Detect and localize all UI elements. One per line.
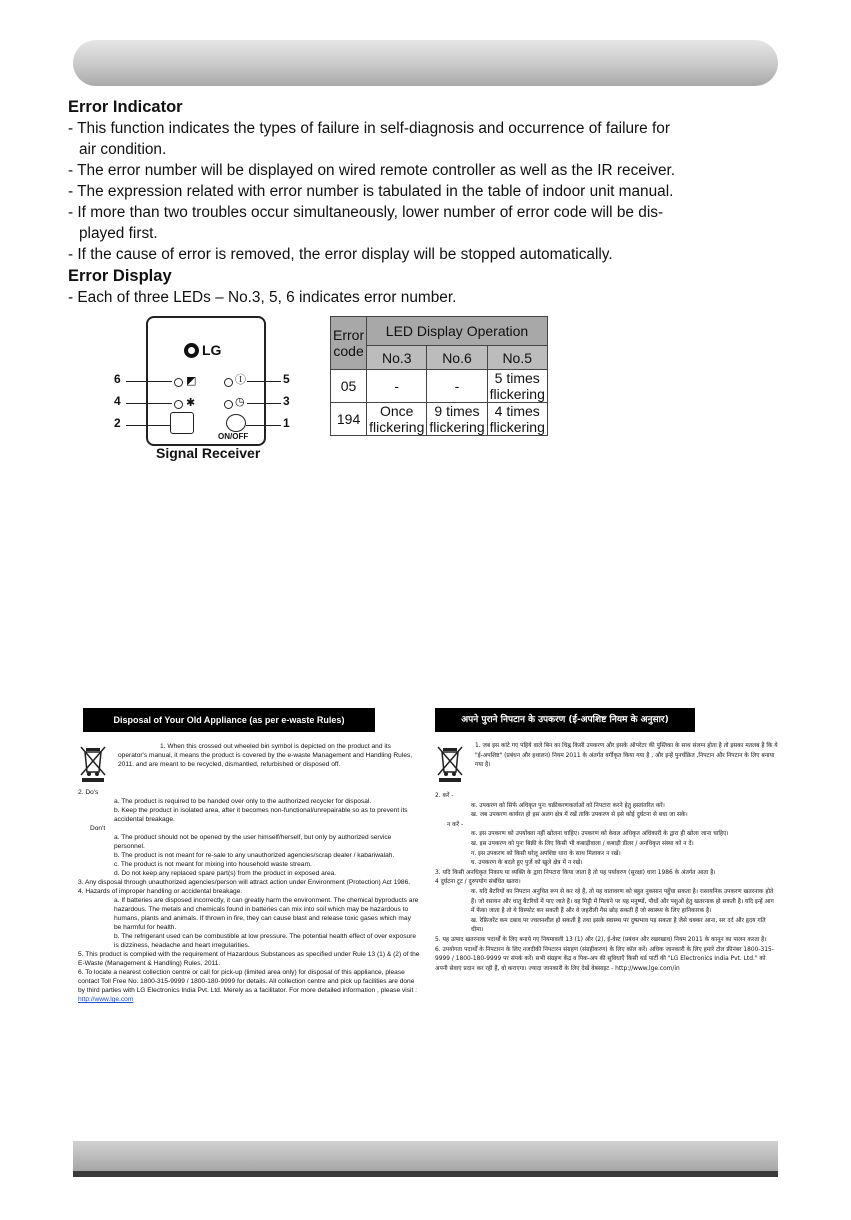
lge-link[interactable]: http://www.lge.com — [78, 996, 134, 1003]
timer-icon: Ⓘ — [235, 373, 246, 386]
list-item — [78, 968, 420, 1004]
list-item: ख. रेफ्रिजरेंट कम दबाव पर ज्वलनशील हो सकती है तथा इसके स्वास्थ्य पर दुष्प्रभाव पड़ सकता है जैसे चक्कर आना, सर दर्द और हृदय गति धीमा। — [471, 917, 766, 934]
list-item: 2. Do's — [78, 789, 99, 796]
col-no3: No.3 — [367, 346, 427, 370]
led-3 — [224, 400, 233, 409]
defrost-icon: ✱ — [186, 396, 196, 409]
disposal-english-list — [78, 788, 420, 1004]
bullet-4 — [68, 202, 783, 244]
mode-icon: ◩ — [186, 374, 197, 387]
table-cell: 9 times flickering — [427, 403, 487, 436]
bullet-4-cont: played first. — [79, 225, 158, 242]
callout-line — [126, 403, 172, 404]
disposal-intro-text: 1. When this crossed out wheeled bin symbol is depicted on the product and its operator's manual, it means the product is covered by the e-waste Management and Handling Rules, 2011. and are meant to be recycled, dismantled, refurbished or disposed off. — [118, 743, 413, 768]
list-item: 6. उपयोगता पदार्थों के निपटारन के लिए नजदीकी निपटारन संग्रहण (संग्रहीकरण) के लिए कॉल करें। अधिक जानकारी के लिए हमारे टोल फ्रीनंबर 1800-315-9999 / 1800-180-9999 पर संपर्क करें। सभी संग्रहण केंद्र व पिक-अप की सुविधाएँ किसी थर्ड पार्टी की "LG Electronics India Pvt. Ltd." को अपनी सेवाएं प्रदान कर रही हैं, वो कराएगा। ज्यादा जानकारी के लिए देखें वेबसाइट - http://www.lge.com/in — [435, 946, 774, 972]
bullet-1 — [68, 118, 783, 160]
list-item: क. इस उपकरण को उपयोक्ता नहीं खोलना चाहिए। उपकरण को केवल अधिकृत अधिकारी के द्वारा ही खोला जाना चाहिए। — [471, 831, 729, 838]
list-item: 5. यह उत्पाद खतरनाक पदार्थों के लिए बनाये गए नियमावली 13 (1) और (2), ई-वेस्ट (प्रबंधन और रखरखाव) नियम 2011 के कानून का पालन करता है। — [435, 936, 767, 943]
disposal-intro — [78, 742, 420, 782]
callout-4: 4 — [114, 394, 121, 408]
crossed-bin-icon — [78, 742, 108, 782]
contact-text: 6. To locate a nearest collection centre or call for pick-up (limited area only) for disposal of this appliance, please contact Toll Free No. 1800-315-9999 / 1800-180-9999 for details. All collection centre and pick up facilities are done by third parties with LG Electronics India Pvt. Ltd. Merely as a facilitator. For more detailed information , please visit : — [78, 969, 417, 994]
disposal-hindi-title: अपने पुराने निपटान के उपकरण (ई-अपशिष्ट नियम के अनुसार) — [435, 708, 695, 732]
list-item: Don't — [90, 825, 106, 832]
disposal-english — [78, 708, 420, 1004]
list-item: 5. This product is complied with the requirement of Hazardous Substances as specified under Rule 13 (1) & (2) of the E-Waste (Management & Handling) Rules, 2011. — [78, 951, 420, 967]
lg-logo-icon — [184, 343, 199, 358]
callout-line — [246, 425, 281, 426]
table-cell: 4 times flickering — [487, 403, 547, 436]
error-display-heading: Error Display — [68, 267, 172, 285]
bullet-1-text: - This function indicates the types of failure in self-diagnosis and occurrence of failure for — [68, 120, 670, 137]
error-code-header: Error code — [331, 317, 367, 370]
receiver-button[interactable] — [170, 412, 194, 434]
list-item: a. The product should not be opened by the user himself/herself, but only by authorized service personnel. — [114, 834, 392, 850]
disposal-hindi-intro — [435, 742, 778, 782]
table-cell: 5 times flickering — [487, 370, 547, 403]
list-item: d. Do not keep any replaced spare part(s) from the product in exposed area. — [114, 870, 337, 877]
onoff-label: ON/OFF — [218, 432, 249, 441]
bullet-3-text: - The expression related with error number is tabulated in the table of indoor unit manual. — [68, 183, 674, 200]
list-item: 3. Any disposal through unauthorized agencies/person will attract action under Environment (Protection) Act 1986. — [78, 879, 411, 886]
bullet-5-text: - If the cause of error is removed, the error display will be stopped automatically. — [68, 246, 613, 263]
callout-line — [247, 381, 281, 382]
callout-line — [126, 425, 170, 426]
list-item: 3. यदि किसी अनधिकृत निकाय या व्यक्ति के द्वारा निपटारा किया जाता है तो यह पर्यावरण (सुरक्षा) धारा 1986 के अंतर्गत आता है। — [435, 869, 716, 876]
bullet-2-text: - The error number will be displayed on wired remote controller as well as the IR receiver. — [68, 162, 676, 179]
callout-3: 3 — [283, 394, 290, 408]
callout-2: 2 — [114, 416, 121, 430]
table-cell: Once flickering — [367, 403, 427, 436]
bullet-2 — [68, 160, 783, 181]
list-item: 2. करें - — [435, 793, 454, 799]
error-display-text: - Each of three LEDs – No.3, 5, 6 indicates error number. — [68, 289, 457, 306]
callout-line — [247, 403, 281, 404]
clock-icon: ◷ — [235, 395, 245, 408]
disposal-hindi-list — [435, 792, 778, 974]
onoff-button[interactable] — [226, 414, 246, 432]
list-item: 4 दुर्घटना टूट / दुरुपयोग संबंधित खतरा। — [435, 879, 521, 886]
table-cell: 194 — [331, 403, 367, 436]
callout-6: 6 — [114, 372, 121, 386]
bullet-1-cont: air condition. — [79, 141, 167, 158]
list-item: घ. उपकरण के बदले हुए पुर्जे को खुले क्षेत्र में न रखें। — [471, 860, 583, 867]
list-item: ख. इस उपकरण को पुनः बिक्री के लिए किसी भी कबाड़ीवाला / कबाड़ी डीलर / अनधिकृत संस्था को न दें। — [471, 840, 694, 847]
list-item: 4. Hazards of improper handling or accidental breakage. — [78, 888, 243, 895]
led-4 — [174, 400, 183, 409]
led-5 — [224, 378, 233, 387]
led-group-header: LED Display Operation — [367, 317, 548, 346]
table-cell: - — [367, 370, 427, 403]
crossed-bin-icon — [435, 742, 465, 782]
table-row — [331, 403, 548, 436]
disposal-hindi-intro-text: 1. जब इस कांटे गए पहिये वाले बिन का चिह्न किसी उपकरण और इसके ऑपरेटर की पुस्तिका के साथ संलग्न होता है तो इसका मतलब है कि ये "ई-अपशिष्ट" (प्रबंधन और हथालन) नियम 2011 के अंतर्गत वर्गीकृत किया गया है , और इन्हें पुनर्चक्रित ,निपटान और निपटान के लिए बनाया गया है। — [475, 743, 778, 769]
header-bar — [73, 40, 778, 86]
list-item: a. The product is required to be handed over only to the authorized recycler for disposal. — [114, 798, 372, 805]
list-item: a. If batteries are disposed incorrectly, it can greatly harm the environment. The chemical byproducts are hazardous. The metals and chemicals found in batteries can mix into soil which may be hazardous to humans, plants and animals. If thrown in fire, they can cause blast and release toxic gases which may be harmful for health. — [114, 897, 419, 931]
list-item: b. The product is not meant for re-sale to any unauthorized agencies/scrap dealer / kabariwalah. — [114, 852, 395, 859]
signal-receiver-diagram — [112, 314, 302, 464]
col-no6: No.6 — [427, 346, 487, 370]
signal-receiver-caption: Signal Receiver — [156, 445, 261, 461]
list-item: b. The refrigerant used can be combustible at low pressure. The potential health effect of over exposure is dizziness, headache and heart irregularities. — [114, 933, 417, 949]
footer-bar — [73, 1141, 778, 1171]
list-item: ग. इस उपकरण को किसी घरेलू अपशिष्ट धारा के साथ मिलाकर न रखें। — [471, 850, 621, 857]
callout-1: 1 — [283, 416, 290, 430]
footer-line — [73, 1171, 778, 1177]
bullet-4-text: - If more than two troubles occur simultaneously, lower number of error code will be dis- — [68, 204, 664, 221]
table-cell: 05 — [331, 370, 367, 403]
table-cell: - — [427, 370, 487, 403]
lg-logo — [184, 342, 221, 358]
col-no5: No.5 — [487, 346, 547, 370]
table-row — [331, 370, 548, 403]
callout-line — [126, 381, 172, 382]
disposal-hindi — [435, 708, 778, 974]
list-item: न करें - — [447, 821, 464, 828]
main-content — [68, 96, 783, 308]
list-item: b. Keep the product in isolated area, after it becomes non-functional/unrepairable so as to prevent its accidental breakage. — [114, 807, 408, 823]
list-item: c. The product is not meant for mixing into household waste stream. — [114, 861, 312, 868]
error-indicator-heading: Error Indicator — [68, 98, 183, 116]
callout-5: 5 — [283, 372, 290, 386]
led-table — [330, 316, 548, 436]
led-6 — [174, 378, 183, 387]
disposal-english-title: Disposal of Your Old Appliance (as per e-waste Rules) — [83, 708, 375, 732]
bullet-5 — [68, 244, 783, 265]
list-item: क. उपकरण को सिर्फ अधिकृत पुनः चक्रीकरणकर्ताओं को निपटारा करने हेतु हस्तांतरित करें। — [471, 802, 665, 809]
list-item: क. यदि बैटरियों का निपटान अनुचित रूप से कर रहे हैं, तो यह वातावरण को बहुत नुकसान पहुँचा सकता है। रासायनिक उपकरण खतरनाक होते हैं। जो रसायन और धातु बैटरियों में पाए जाते हैं। वह मिट्टी में मिलाने पर यह मनुष्यों, पौधों और पशुओं हेतु खतरनाक हो सकती है। यदि इन्हें आग में फेंका जाता है तो ये विस्फोट कर सकती हैं और वे जहरीली गैस छोड़ सकती हैं जो स्वास्थ्य के लिए हानिकारक है। — [471, 888, 774, 915]
lg-logo-text: LG — [202, 342, 222, 358]
list-item: ख. जब उपकरण कार्यरत हो इस अलग क्षेत्र में रखें ताकि उपकरण से इसे कोई दुर्घटना से बचा जा सके। — [471, 812, 688, 819]
bullet-3 — [68, 181, 783, 202]
